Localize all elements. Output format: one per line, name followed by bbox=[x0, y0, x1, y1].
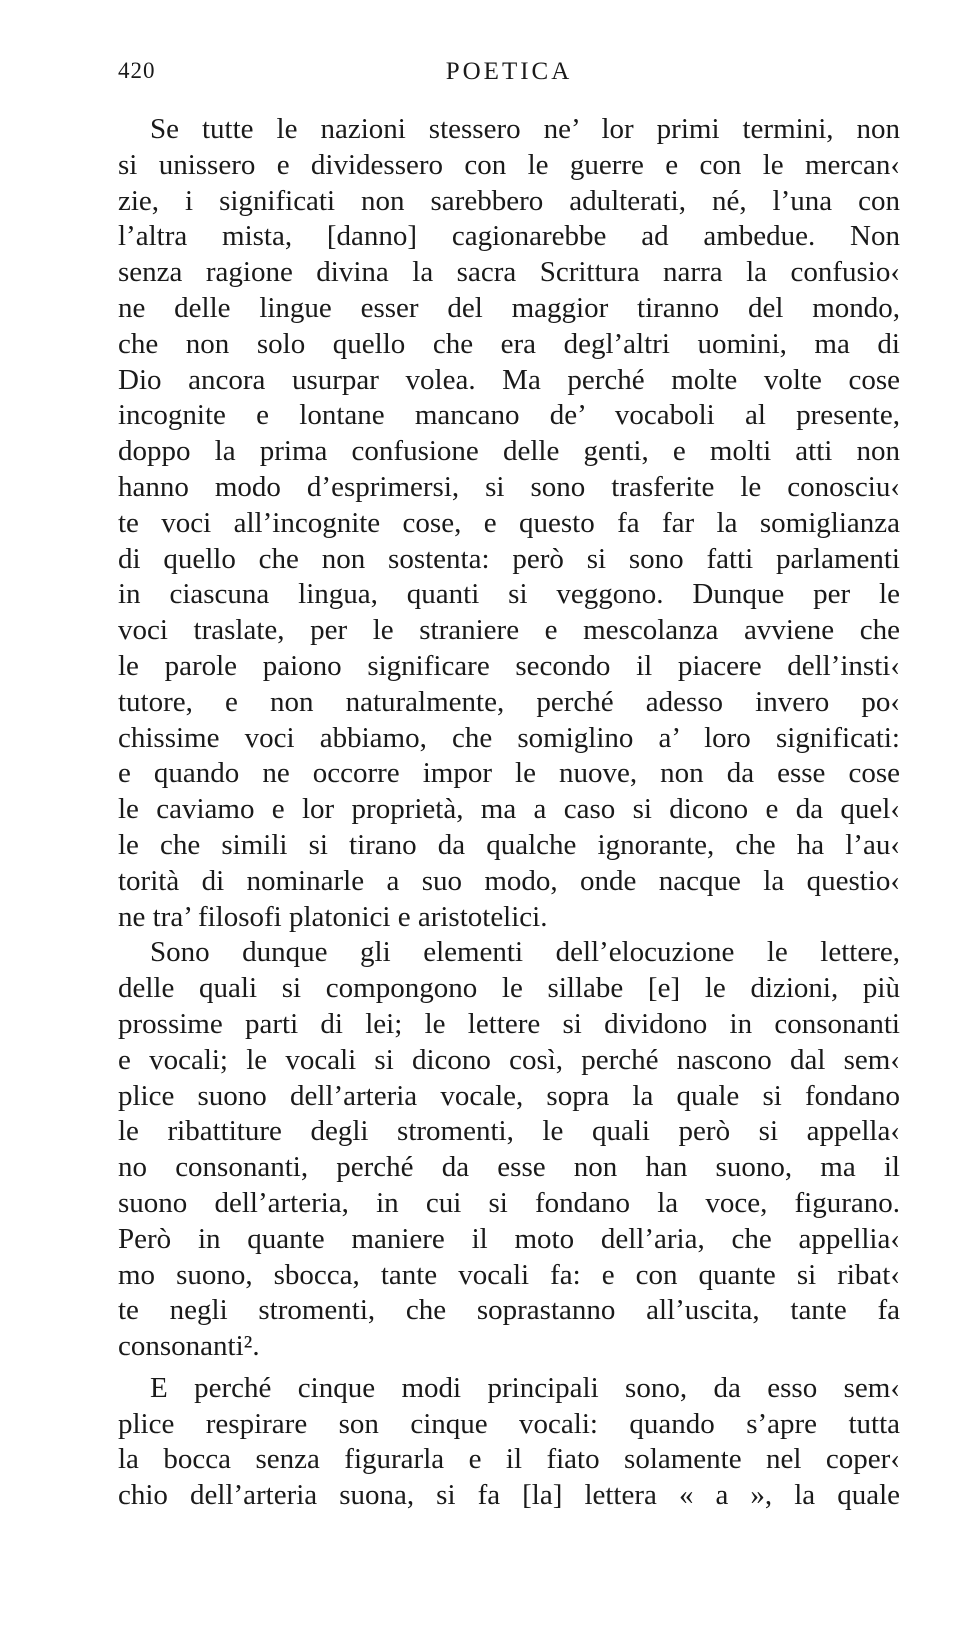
text-line: l’altra mista, [danno] cagionarebbe ad ambedue. Non bbox=[118, 220, 900, 253]
text-line: e vocali; le vocali si dicono così, perché nascono dal sem‹ bbox=[118, 1043, 900, 1076]
text-line: di quello che non sostenta: però si sono fatti parlamenti bbox=[118, 542, 900, 575]
text-line: si unissero e dividessero con le guerre e con le mercan‹ bbox=[118, 148, 900, 181]
text-line: ne delle lingue esser del maggior tiranno del mondo, bbox=[118, 291, 900, 324]
text-line: doppo la prima confusione delle genti, e molti atti non bbox=[118, 435, 900, 468]
text-line: Dio ancora usurpar volea. Ma perché molte volte cose bbox=[118, 363, 900, 396]
paragraph-1 bbox=[118, 112, 900, 935]
text-line: le che simili si tirano da qualche ignorante, che ha l’au‹ bbox=[118, 828, 900, 861]
paragraph-3 bbox=[118, 1371, 900, 1514]
text-line: torità di nominarle a suo modo, onde nacque la questio‹ bbox=[118, 864, 900, 897]
running-title: POETICA bbox=[445, 58, 573, 85]
text-line: in ciascuna lingua, quanti si veggono. Dunque per le bbox=[118, 578, 900, 611]
text-line: consonanti². bbox=[118, 1330, 260, 1363]
text-line: mo suono, sbocca, tante vocali fa: e con quante si ribat‹ bbox=[118, 1258, 900, 1291]
text-line: hanno modo d’esprimersi, si sono trasferite le conosciu‹ bbox=[118, 470, 900, 503]
text-line: senza ragione divina la sacra Scrittura narra la confusio‹ bbox=[118, 256, 900, 289]
text-line: le ribattiture degli stromenti, le quali però si appella‹ bbox=[118, 1115, 900, 1148]
text-line: e quando ne occorre impor le nuove, non da esse cose bbox=[118, 757, 900, 790]
text-line: Se tutte le nazioni stessero ne’ lor primi termini, non bbox=[150, 113, 900, 145]
text-line: prossime parti di lei; le lettere si dividono in consonanti bbox=[118, 1007, 900, 1040]
text-line: suono dell’arteria, in cui si fondano la voce, figurano. bbox=[118, 1186, 900, 1219]
running-head bbox=[118, 58, 900, 94]
text-line: plice suono dell’arteria vocale, sopra la quale si fondano bbox=[118, 1079, 900, 1112]
text-line: incognite e lontane mancano de’ vocaboli al presente, bbox=[118, 399, 900, 432]
text-line: delle quali si compongono le sillabe [e] le dizioni, più bbox=[118, 972, 900, 1005]
text-line: voci traslate, per le straniere e mescolanza avviene che bbox=[118, 614, 900, 647]
text-line: le caviamo e lor proprietà, ma a caso si dicono e da quel‹ bbox=[118, 793, 900, 826]
text-line: che non solo quello che era degl’altri uomini, ma di bbox=[118, 327, 900, 360]
text-line: no consonanti, perché da esse non han suono, ma il bbox=[118, 1151, 900, 1184]
body-text bbox=[118, 112, 900, 1514]
text-line: le parole paiono significare secondo il piacere dell’insti‹ bbox=[118, 649, 900, 682]
text-line: te voci all’incognite cose, e questo fa far la somiglianza bbox=[118, 506, 900, 539]
text-line: Sono dunque gli elementi dell’elocuzione le lettere, bbox=[150, 936, 900, 969]
text-line: chio dell’arteria suona, si fa [la] lettera « a », la quale bbox=[118, 1479, 900, 1512]
page-number: 420 bbox=[118, 58, 156, 83]
text-line: chissime voci abbiamo, che somiglino a’ loro significati: bbox=[118, 721, 900, 754]
text-line: plice respirare son cinque vocali: quando s’apre tutta bbox=[118, 1407, 900, 1440]
text-line: zie, i significati non sarebbero adulterati, né, l’una con bbox=[118, 184, 900, 217]
text-line: E perché cinque modi principali sono, da esso sem‹ bbox=[150, 1371, 900, 1404]
text-line: ne tra’ filosofi platonici e aristotelici. bbox=[118, 900, 548, 933]
text-line: tutore, e non naturalmente, perché adesso invero po‹ bbox=[118, 685, 900, 718]
text-line: te negli stromenti, che soprastanno all’uscita, tante fa bbox=[118, 1294, 900, 1327]
text-line: Però in quante maniere il moto dell’aria, che appellia‹ bbox=[118, 1222, 900, 1255]
paragraph-2 bbox=[118, 935, 900, 1365]
text-line: la bocca senza figurarla e il fiato solamente nel coper‹ bbox=[118, 1443, 900, 1476]
